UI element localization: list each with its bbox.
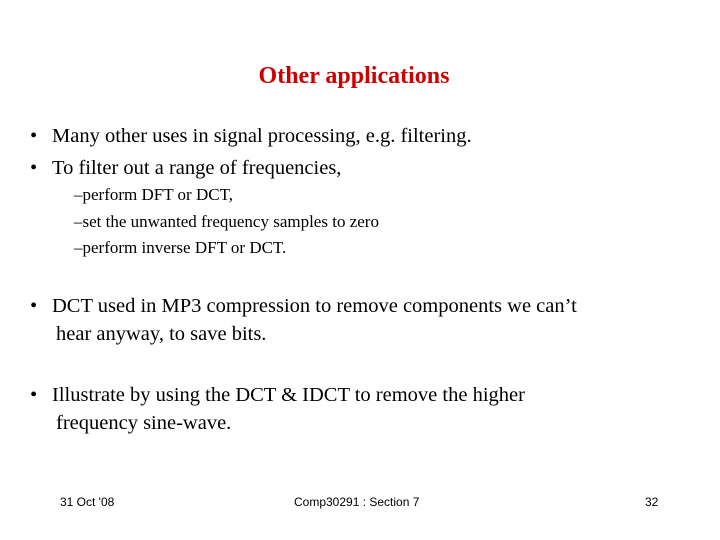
bullet-marker: • [30, 384, 38, 406]
bullet-text-continuation: hear anyway, to save bits. [56, 323, 267, 345]
bullet-text: Illustrate by using the DCT & IDCT to remove the higher [52, 384, 525, 406]
sub-bullet-item: –set the unwanted frequency samples to zero [74, 212, 379, 231]
sub-bullet-item: –perform DFT or DCT, [74, 185, 233, 204]
bullet-text: To filter out a range of frequencies, [52, 157, 342, 179]
bullet-marker: • [30, 295, 38, 317]
bullet-item [30, 292, 690, 348]
footer-page-number: 32 [645, 495, 659, 509]
bullet-text: DCT used in MP3 compression to remove components we can’t [52, 295, 577, 317]
bullet-text-continuation: frequency sine-wave. [56, 412, 232, 434]
bullet-item [30, 122, 690, 150]
bullet-text: Many other uses in signal processing, e.g. filtering. [52, 125, 472, 147]
bullet-marker: • [30, 125, 38, 147]
footer-date: 31 Oct '08 [60, 495, 115, 509]
sub-bullet-item: –perform inverse DFT or DCT. [74, 238, 287, 257]
footer-course: Comp30291 : Section 7 [294, 495, 420, 509]
bullet-item [30, 381, 690, 437]
bullet-marker: • [30, 157, 38, 179]
slide-title: Other applications [258, 63, 450, 89]
bullet-item [30, 154, 690, 182]
